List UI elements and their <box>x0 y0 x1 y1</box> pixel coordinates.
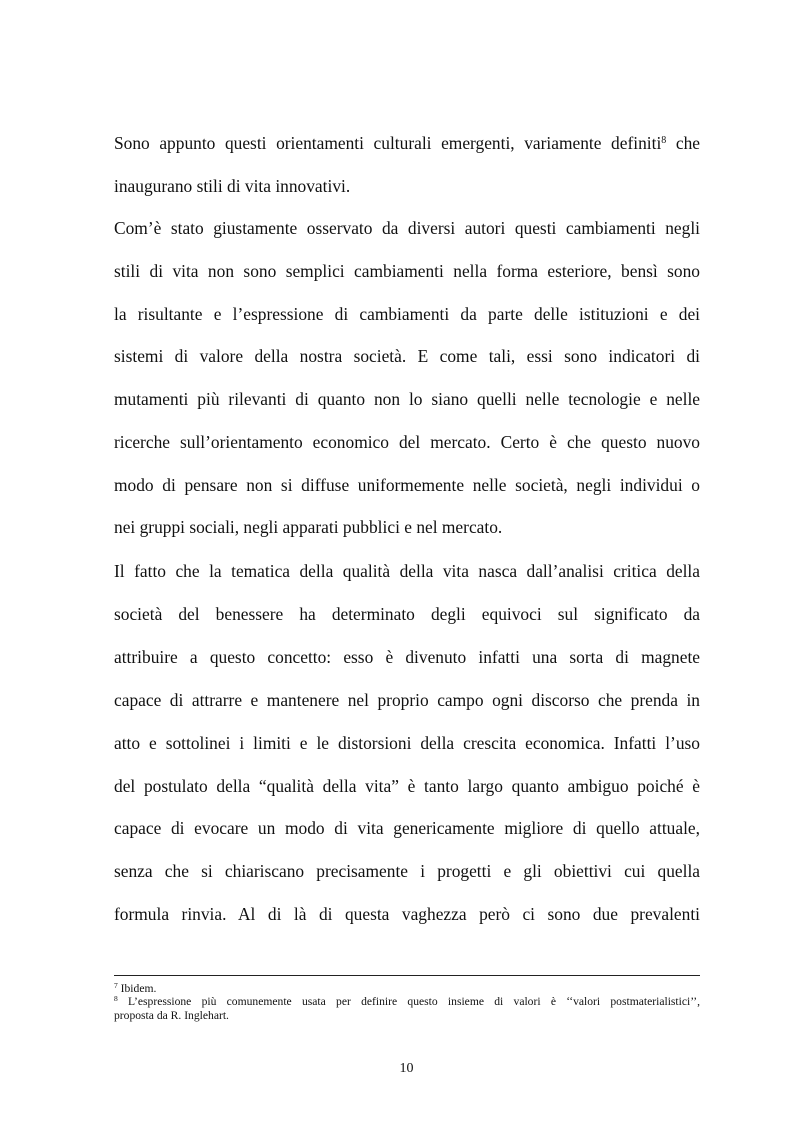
text-line: atto e sottolinei i limiti e le distorsioni della crescita economica. Infatti l’uso <box>114 733 700 753</box>
footnote-7: $^7$ Ibidem. <box>114 981 157 995</box>
text-line: inaugurano stili di vita innovativi. <box>114 176 351 196</box>
text-line: sistemi di valore della nostra società. E come tali, essi sono indicatori di <box>114 346 700 366</box>
text-line: la risultante e l’espressione di cambiamenti da parte delle istituzioni e dei <box>114 304 700 324</box>
text-line: attribuire a questo concetto: esso è divenuto infatti una sorta di magnete <box>114 647 700 667</box>
footnote-8: $^8$ L’espressione più comunemente usata per definire questo insieme di valori è ‘‘valori postmaterialistici’’, <box>114 994 700 1008</box>
page-number: 10 <box>399 1061 414 1076</box>
footnote-8-continued: proposta da R. Inglehart. <box>114 1009 229 1022</box>
text-line: stili di vita non sono semplici cambiamenti nella forma esteriore, bensì sono <box>114 261 700 281</box>
text-line: società del benessere ha determinato degli equivoci sul significato da <box>114 604 700 624</box>
text-line: Il fatto che la tematica della qualità della vita nasca dall’analisi critica della <box>114 561 700 581</box>
footnote-ref-8[interactable]: 8 <box>661 135 667 146</box>
text-line: Com’è stato giustamente osservato da diversi autori questi cambiamenti negli <box>114 218 700 238</box>
text-line: Sono appunto questi orientamenti culturali emergenti, variamente definiti$^8$ che <box>114 133 700 153</box>
text-line: ricerche sull’orientamento economico del mercato. Certo è che questo nuovo <box>114 432 700 452</box>
footnote-separator <box>114 975 700 976</box>
text-line: modo di pensare non si diffuse uniformemente nelle società, negli individui o <box>114 475 700 495</box>
text-line: nei gruppi sociali, negli apparati pubblici e nel mercato. <box>114 517 503 537</box>
text-line: senza che si chiariscano precisamente i progetti e gli obiettivi cui quella <box>114 861 700 881</box>
text-line: del postulato della “qualità della vita” è tanto largo quanto ambiguo poiché è <box>114 776 700 796</box>
text-line: mutamenti più rilevanti di quanto non lo siano quelli nelle tecnologie e nelle <box>114 389 700 409</box>
text-line: capace di attrarre e mantenere nel proprio campo ogni discorso che prenda in <box>114 690 700 710</box>
text-line: capace di evocare un modo di vita genericamente migliore di quello attuale, <box>114 818 700 838</box>
text-line: formula rinvia. Al di là di questa vaghezza però ci sono due prevalenti <box>114 904 700 924</box>
